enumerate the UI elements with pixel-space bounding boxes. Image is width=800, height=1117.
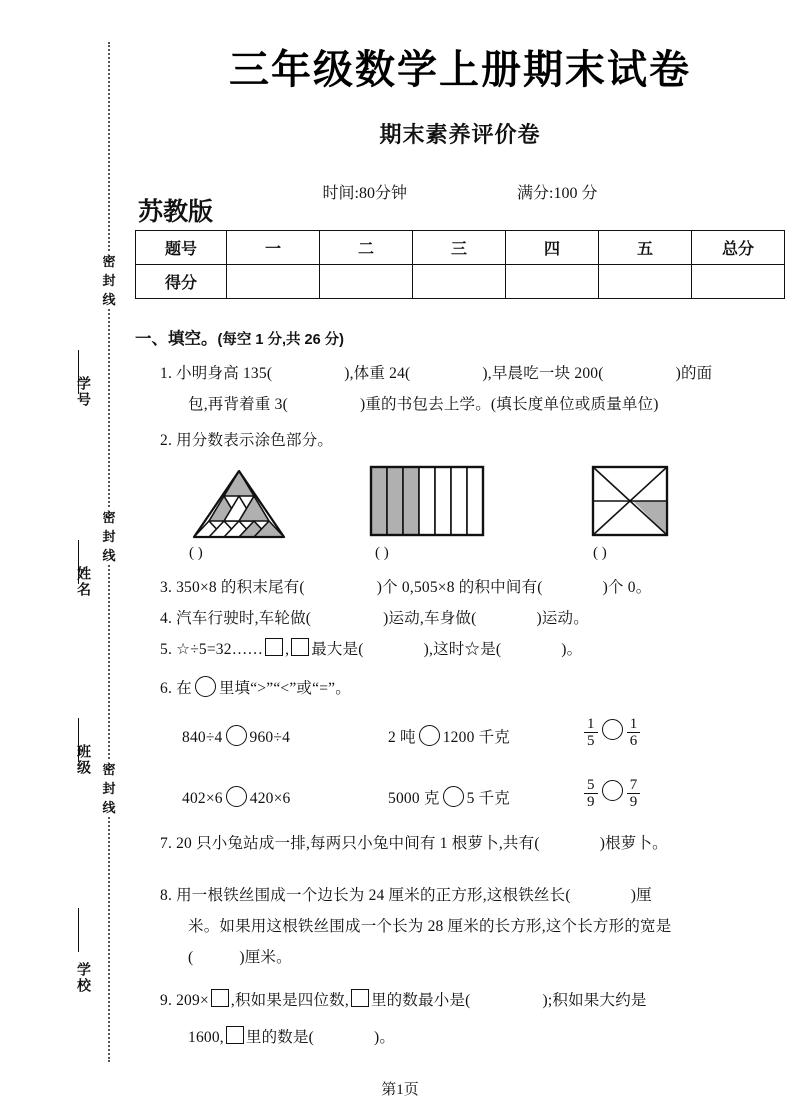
q6-c6-right-numerator: 7 bbox=[627, 777, 641, 794]
q5-a: ☆÷5=32…… bbox=[176, 641, 264, 658]
q8-line3-b: )厘米。 bbox=[239, 949, 292, 966]
q6-c5-circle[interactable] bbox=[443, 786, 464, 807]
q8-line1-b: )厘 bbox=[630, 887, 652, 904]
question-1-line2 bbox=[188, 389, 788, 420]
score-table-header-6: 总分 bbox=[692, 231, 785, 265]
q9-line2-b: 里的数是( bbox=[245, 1029, 315, 1046]
q6-c6-left-fraction bbox=[584, 777, 598, 810]
exam-meta bbox=[135, 180, 785, 203]
q6-c3-circle[interactable] bbox=[602, 719, 623, 740]
q9-box-2[interactable] bbox=[351, 989, 369, 1007]
question-4 bbox=[160, 603, 790, 634]
q1-number: 1. bbox=[160, 365, 173, 382]
q6-c1-right: 960÷4 bbox=[249, 729, 291, 746]
q6-c6-right-denominator: 9 bbox=[629, 794, 638, 811]
score-table-header-4: 四 bbox=[506, 231, 599, 265]
q6-c3-left-denominator: 5 bbox=[587, 733, 595, 750]
section1-points: (每空 1 分,共 26 分) bbox=[217, 332, 344, 348]
triangle-grid-svg bbox=[183, 465, 295, 543]
q9-box-3[interactable] bbox=[226, 1026, 244, 1044]
score-table-header-2: 二 bbox=[320, 231, 413, 265]
q6-comparison-3 bbox=[583, 716, 641, 749]
q6-prompt-a: 在 bbox=[176, 680, 192, 697]
q8-line2: 米。如果用这根铁丝围成一个长为 28 厘米的长方形,这个长方形的宽是 bbox=[188, 918, 672, 935]
q3-b: )个 0,505×8 的积中间有( bbox=[376, 579, 543, 596]
triangle-grid-figure bbox=[183, 465, 295, 548]
score-cell-6[interactable] bbox=[692, 265, 785, 299]
q4-a: 汽车行驶时,车轮做( bbox=[176, 610, 312, 627]
q8-line1-a: 用一根铁丝围成一个边长为 24 厘米的正方形,这根铁丝长( bbox=[176, 887, 571, 904]
question-7 bbox=[160, 828, 790, 859]
q5-c: 最大是( bbox=[311, 641, 364, 658]
q9-line2-a: 1600, bbox=[188, 1029, 224, 1046]
q8-number: 8. bbox=[160, 887, 173, 904]
rectangle-strips-svg bbox=[367, 463, 487, 541]
q1-line1-b: ),体重 24( bbox=[344, 365, 411, 382]
question-3 bbox=[160, 572, 790, 603]
q6-comparison-4 bbox=[182, 783, 291, 814]
table-row-score bbox=[136, 265, 785, 299]
field-rule-school bbox=[78, 908, 79, 952]
q7-b: )根萝卜。 bbox=[599, 835, 668, 852]
q6-c3-left-numerator: 1 bbox=[584, 716, 598, 733]
q9-line1-a: 209× bbox=[176, 992, 209, 1009]
q2-caption-1[interactable]: ( ) bbox=[189, 545, 203, 561]
q6-c4-right: 420×6 bbox=[249, 790, 291, 807]
table-row-header bbox=[136, 231, 785, 265]
q6-c6-circle[interactable] bbox=[602, 780, 623, 801]
q6-c3-left-fraction bbox=[584, 716, 598, 749]
q9-box-1[interactable] bbox=[211, 989, 229, 1007]
page-title: 三年级数学上册期末试卷 bbox=[229, 48, 691, 92]
score-cell-1[interactable] bbox=[227, 265, 320, 299]
question-9-line2 bbox=[188, 1022, 798, 1053]
q6-c3-right-denominator: 6 bbox=[629, 733, 638, 750]
field-label-school: 学校 bbox=[76, 962, 92, 994]
square-diagonals-figure bbox=[587, 463, 677, 546]
q6-comparison-6 bbox=[583, 777, 641, 810]
question-5 bbox=[160, 634, 790, 665]
score-table-row-label: 得分 bbox=[136, 265, 227, 299]
q3-a: 350×8 的积末尾有( bbox=[176, 579, 305, 596]
square-diagonals-svg bbox=[587, 463, 677, 541]
q6-prompt-circle[interactable] bbox=[195, 676, 216, 697]
field-label-class: 班级 bbox=[76, 744, 92, 776]
q6-prompt-b: 里填“>”“<”或“=”。 bbox=[218, 680, 351, 697]
score-cell-4[interactable] bbox=[506, 265, 599, 299]
q6-c1-circle[interactable] bbox=[226, 725, 247, 746]
q6-c2-circle[interactable] bbox=[419, 725, 440, 746]
q6-c6-right-fraction bbox=[627, 777, 641, 810]
question-6 bbox=[160, 673, 790, 704]
section1-heading bbox=[135, 325, 344, 349]
q6-c2-right: 1200 千克 bbox=[442, 729, 511, 746]
q9-line1-c: 里的数最小是( bbox=[370, 992, 471, 1009]
question-9 bbox=[160, 985, 790, 1016]
q6-c5-right: 5 千克 bbox=[466, 790, 511, 807]
score-table-header-5: 五 bbox=[599, 231, 692, 265]
question-2 bbox=[160, 425, 785, 456]
q5-box-1[interactable] bbox=[265, 638, 283, 656]
q7-a: 20 只小兔站成一排,每两只小兔中间有 1 根萝卜,共有( bbox=[176, 835, 540, 852]
q8-line3-a: ( bbox=[188, 949, 194, 966]
q6-comparison-5 bbox=[388, 783, 510, 814]
q6-c3-right-numerator: 1 bbox=[627, 716, 641, 733]
q1-line1-c: ),早晨吃一块 200( bbox=[482, 365, 604, 382]
field-label-name: 姓名 bbox=[76, 566, 92, 598]
q9-line1-b: ,积如果是四位数, bbox=[230, 992, 349, 1009]
seal-word-2: 密封线 bbox=[99, 508, 119, 565]
q9-number: 9. bbox=[160, 992, 173, 1009]
score-table-header-3: 三 bbox=[413, 231, 506, 265]
q1-line1-d: )的面 bbox=[675, 365, 713, 382]
question-8-line2 bbox=[188, 911, 798, 942]
score-cell-3[interactable] bbox=[413, 265, 506, 299]
q6-c3-right-fraction bbox=[627, 716, 641, 749]
score-cell-5[interactable] bbox=[599, 265, 692, 299]
q6-c1-left: 840÷4 bbox=[182, 729, 223, 746]
q5-b: , bbox=[285, 641, 290, 658]
q3-number: 3. bbox=[160, 579, 173, 596]
question-2-figures bbox=[135, 455, 790, 565]
question-8-line3 bbox=[188, 942, 798, 973]
q2-text: 用分数表示涂色部分。 bbox=[176, 432, 334, 449]
page-footer: 第1页 bbox=[381, 1082, 419, 1098]
exam-time: 时间:80分钟 bbox=[322, 185, 407, 202]
q2-caption-2[interactable]: ( ) bbox=[375, 545, 389, 561]
q4-b: )运动,车身做( bbox=[383, 610, 477, 627]
score-table-header-0: 题号 bbox=[136, 231, 227, 265]
seal-word-3: 密封线 bbox=[99, 760, 119, 817]
q5-e: )。 bbox=[561, 641, 583, 658]
q6-number: 6. bbox=[160, 680, 173, 697]
score-table bbox=[135, 230, 785, 299]
q6-c5-left: 5000 克 bbox=[388, 790, 440, 807]
q4-number: 4. bbox=[160, 610, 173, 627]
field-label-student-number: 学号 bbox=[76, 376, 92, 408]
q6-comparison-2 bbox=[388, 722, 510, 753]
q6-c6-left-denominator: 9 bbox=[587, 794, 595, 811]
score-table-header-1: 一 bbox=[227, 231, 320, 265]
q9-line1-d: );积如果大约是 bbox=[542, 992, 647, 1009]
q1-line2-b: )重的书包去上学。(填长度单位或质量单位) bbox=[359, 396, 659, 413]
q6-comparison-1 bbox=[182, 722, 290, 753]
q6-c2-left: 2 吨 bbox=[388, 729, 416, 746]
page-subtitle: 期末素养评价卷 bbox=[379, 122, 541, 147]
q9-line2-c: )。 bbox=[374, 1029, 396, 1046]
q5-d: ),这时☆是( bbox=[423, 641, 502, 658]
question-1 bbox=[160, 358, 785, 389]
rectangle-strips-figure bbox=[367, 463, 487, 546]
q6-c4-circle[interactable] bbox=[226, 786, 247, 807]
score-cell-2[interactable] bbox=[320, 265, 413, 299]
q7-number: 7. bbox=[160, 835, 173, 852]
q5-box-2[interactable] bbox=[291, 638, 309, 656]
q2-caption-3[interactable]: ( ) bbox=[593, 545, 607, 561]
section1-title: 一、填空。 bbox=[135, 330, 218, 348]
question-8 bbox=[160, 880, 790, 911]
q3-c: )个 0。 bbox=[602, 579, 652, 596]
q5-number: 5. bbox=[160, 641, 173, 658]
seal-word-1: 密封线 bbox=[99, 252, 119, 309]
seal-margin bbox=[0, 0, 135, 1117]
textbook-edition: 苏教版 bbox=[138, 198, 214, 226]
q1-line2-a: 包,再背着重 3( bbox=[188, 396, 288, 413]
q2-number: 2. bbox=[160, 432, 173, 449]
exam-full-score: 满分:100 分 bbox=[517, 185, 598, 202]
q6-c6-left-numerator: 5 bbox=[584, 777, 598, 794]
q1-line1-a: 小明身高 135( bbox=[176, 365, 273, 382]
q4-c: )运动。 bbox=[536, 610, 589, 627]
q6-c4-left: 402×6 bbox=[182, 790, 223, 807]
